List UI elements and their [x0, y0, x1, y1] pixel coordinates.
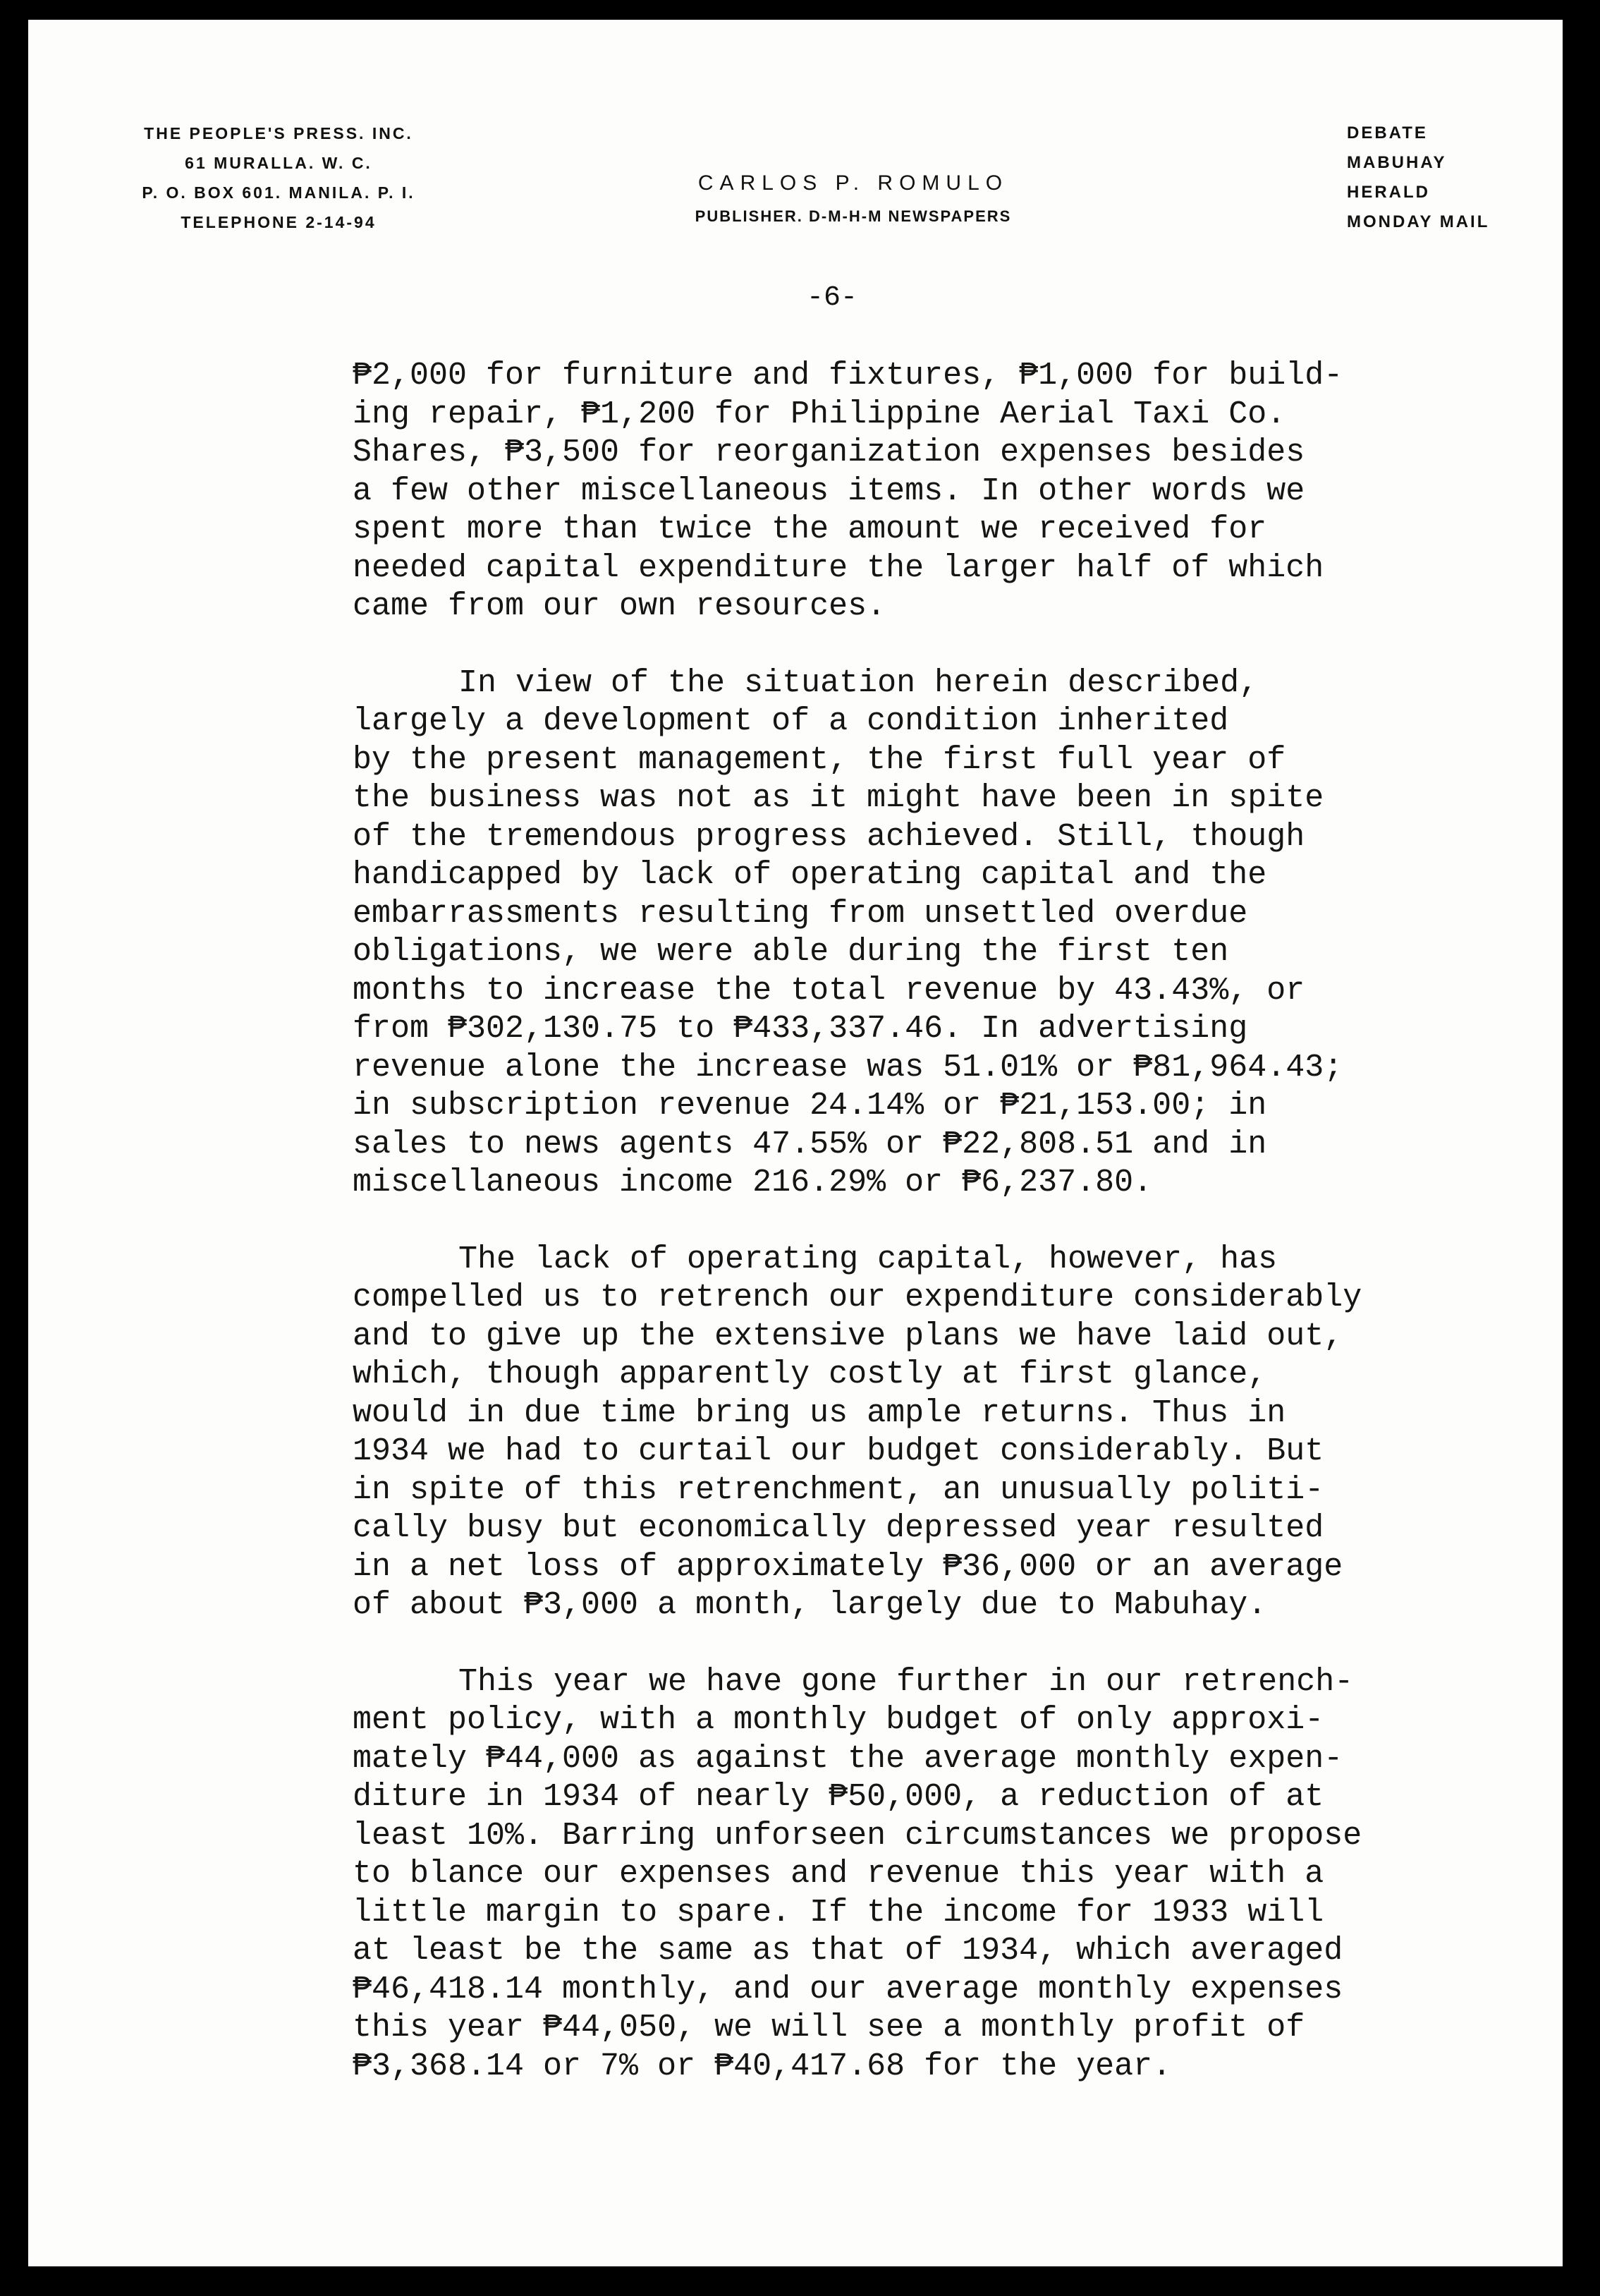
text-line: sales to news agents 47.55% or ₱22,808.51 and in — [353, 1126, 1267, 1162]
text-line: from ₱302,130.75 to ₱433,337.46. In advertising — [353, 1011, 1248, 1047]
text-line: miscellaneous income 216.29% or ₱6,237.80. — [353, 1165, 1153, 1201]
text-line: of about ₱3,000 a month, largely due to Mabuhay. — [353, 1587, 1267, 1623]
text-line: 1934 we had to curtail our budget considerably. But — [353, 1433, 1324, 1469]
text-line: The lack of operating capital, however, has — [458, 1241, 1278, 1277]
paragraph-2 — [353, 664, 1502, 1203]
text-line: in subscription revenue 24.14% or ₱21,153.00; in — [353, 1088, 1267, 1124]
text-line: handicapped by lack of operating capital and the — [353, 857, 1267, 893]
text-line: ₱2,000 for furniture and fixtures, ₱1,000 for build- — [353, 358, 1343, 394]
text-line: in spite of this retrenchment, an unusually politi- — [353, 1471, 1324, 1508]
publisher-title: PUBLISHER. D-M-H-M NEWSPAPERS — [695, 207, 1012, 225]
text-line: ₱46,418.14 monthly, and our average monthly expenses — [353, 1971, 1343, 2008]
letter-body — [353, 357, 1502, 2124]
newspaper-name: HERALD — [1347, 183, 1430, 202]
text-line: needed capital expenditure the larger half of which — [353, 549, 1324, 586]
text-line: a few other miscellaneous items. In other words we — [353, 473, 1305, 509]
address-line: 61 MURALLA. W. C. — [185, 154, 372, 172]
text-line: cally busy but economically depressed year resulted — [353, 1510, 1324, 1546]
text-line: by the present management, the first full year of — [353, 741, 1286, 778]
address-line: P. O. BOX 601. MANILA. P. I. — [142, 183, 415, 202]
text-line: diture in 1934 of nearly ₱50,000, a reduction of at — [353, 1779, 1324, 1815]
text-line: Shares, ₱3,500 for reorganization expenses besides — [353, 435, 1305, 470]
text-line: in a net loss of approximately ₱36,000 or an average — [353, 1548, 1343, 1585]
newspaper-list — [1347, 119, 1558, 237]
text-line: revenue alone the increase was 51.01% or ₱81,964.43; — [353, 1049, 1343, 1086]
publisher-address-block — [95, 119, 462, 237]
paragraph-1 — [353, 357, 1502, 626]
text-line: which, though apparently costly at first glance, — [353, 1356, 1267, 1392]
text-line: little margin to spare. If the income for 1933 will — [353, 1894, 1324, 1931]
text-line: embarrassments resulting from unsettled overdue — [353, 895, 1248, 932]
text-line: obligations, we were able during the first ten — [353, 934, 1229, 970]
paragraph-3 — [353, 1241, 1502, 1625]
text-line: of the tremendous progress achieved. Still, though — [353, 818, 1305, 855]
text-line: ment policy, with a monthly budget of only approxi- — [353, 1702, 1324, 1738]
newspaper-name: DEBATE — [1347, 123, 1428, 142]
text-line: this year ₱44,050, we will see a monthly profit of — [353, 2010, 1305, 2046]
text-line: In view of the situation herein described, — [458, 664, 1259, 701]
letter-page — [28, 20, 1563, 2266]
text-line: ₱3,368.14 or 7% or ₱40,417.68 for the year. — [353, 2048, 1172, 2084]
text-line: spent more than twice the amount we received for — [353, 511, 1267, 547]
page-number: -6- — [806, 282, 857, 314]
publisher-name-block — [585, 169, 1121, 226]
text-line: came from our own resources. — [353, 588, 886, 624]
text-line: months to increase the total revenue by 43.43%, or — [353, 972, 1305, 1009]
paragraph-4 — [353, 1663, 1502, 2087]
text-line: the business was not as it might have been in spite — [353, 780, 1324, 816]
text-line: and to give up the extensive plans we have laid out, — [353, 1318, 1343, 1354]
text-line: largely a development of a condition inherited — [353, 703, 1229, 739]
address-line: THE PEOPLE'S PRESS. INC. — [144, 124, 413, 142]
address-line: TELEPHONE 2-14-94 — [181, 213, 377, 231]
text-line: ing repair, ₱1,200 for Philippine Aerial Taxi Co. — [353, 396, 1286, 432]
text-line: This year we have gone further in our retrench- — [458, 1663, 1354, 1700]
newspaper-name: MABUHAY — [1347, 153, 1447, 172]
text-line: would in due time bring us ample returns. Thus in — [353, 1395, 1286, 1431]
text-line: compelled us to retrench our expenditure considerably — [353, 1280, 1362, 1316]
publisher-name: CARLOS P. ROMULO — [697, 171, 1009, 195]
text-line: least 10%. Barring unforseen circumstances we propose — [353, 1817, 1362, 1854]
text-line: mately ₱44,000 as against the average monthly expen- — [353, 1740, 1343, 1777]
newspaper-name: MONDAY MAIL — [1347, 212, 1490, 231]
text-line: at least be the same as that of 1934, which averaged — [353, 1933, 1343, 1969]
text-line: to blance our expenses and revenue this year with a — [353, 1856, 1324, 1892]
